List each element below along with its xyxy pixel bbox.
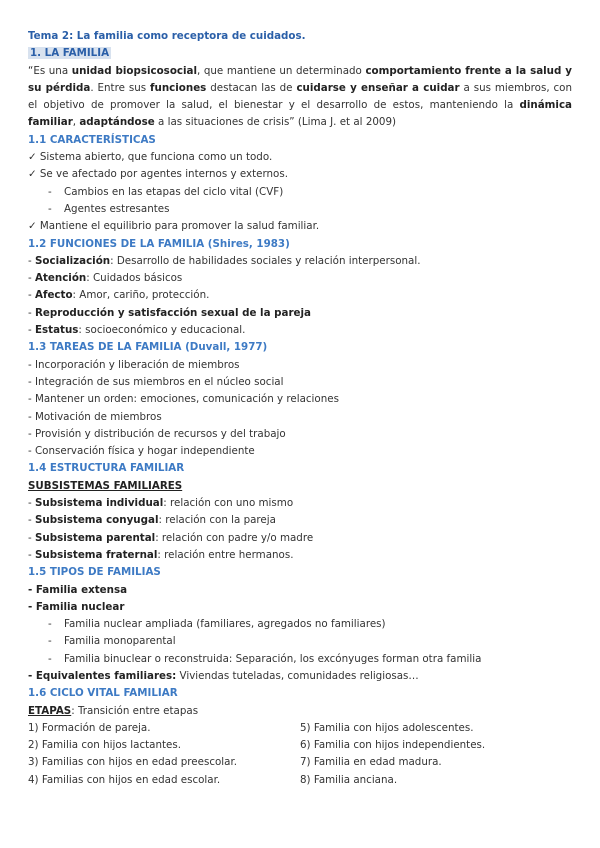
task-item: - Mantener un orden: emociones, comunicación y relaciones: [28, 393, 339, 406]
subsystems-heading: SUBSISTEMAS FAMILIARES: [28, 479, 183, 492]
stages-intro: ETAPAS: Transición entre etapas: [28, 704, 199, 717]
quote-segment: adaptándose: [79, 116, 155, 129]
definition-quote: [28, 63, 572, 132]
sub-item: - Familia nuclear ampliada (familiares, agregados no familiares): [48, 618, 386, 631]
stage-item: 3) Familias con hijos en edad preescolar.: [28, 756, 238, 769]
quote-segment: unidad biopsicosocial: [71, 64, 197, 77]
sub-item: - Cambios en las etapas del ciclo vital (CVF): [48, 185, 284, 198]
characteristic-item: ✓ Mantiene el equilibrio para promover la salud familiar.: [28, 220, 320, 233]
quote-segment: cuidarse y enseñar a cuidar: [296, 81, 460, 94]
stage-item: 4) Familias con hijos en edad escolar.: [28, 773, 221, 786]
characteristic-item: ✓ Se ve afectado por agentes internos y externos.: [28, 168, 288, 181]
stage-item: 5) Familia con hijos adolescentes.: [300, 721, 474, 734]
quote-segment: a las situaciones de crisis” (Lima J. et al 2009): [154, 116, 397, 129]
subsystems-list: [28, 495, 572, 564]
section-heading-tipos: 1.5 TIPOS DE FAMILIAS: [28, 566, 161, 579]
subsystem-item: - Subsistema parental: relación con padre y/o madre: [28, 531, 314, 544]
quote-segment: ,: [72, 116, 80, 129]
section-heading-estructura: 1.4 ESTRUCTURA FAMILIAR: [28, 462, 185, 475]
quote-segment: “Es una: [28, 64, 72, 77]
section-heading-ciclo: 1.6 CICLO VITAL FAMILIAR: [28, 687, 178, 700]
family-type-item: - Equivalentes familiares: Viviendas tuteladas, comunidades religiosas…: [28, 669, 419, 682]
stages-right-column: [300, 720, 572, 789]
task-item: - Conservación física y hogar independiente: [28, 445, 255, 458]
document-title: Tema 2: La familia como receptora de cuidados.: [28, 30, 306, 42]
subsystem-item: - Subsistema fraternal: relación entre hermanos.: [28, 548, 294, 561]
functions-list: [28, 253, 572, 339]
task-item: - Provisión y distribución de recursos y del trabajo: [28, 427, 286, 440]
section-heading-caracteristicas: 1.1 CARACTERÍSTICAS: [28, 133, 156, 146]
subsystem-item: - Subsistema individual: relación con uno mismo: [28, 497, 294, 510]
stage-item: 2) Familia con hijos lactantes.: [28, 739, 181, 752]
quote-segment: a sus miembros, con el objetivo de promover la salud, el bienestar y el desarrollo de estos, manteniendo la: [28, 81, 573, 112]
sub-item: - Familia monoparental: [48, 635, 176, 648]
task-item: - Incorporación y liberación de miembros: [28, 358, 240, 371]
section-heading-familia: 1. LA FAMILIA: [30, 47, 110, 60]
sub-item: - Agentes estresantes: [48, 202, 170, 215]
subsystem-item: - Subsistema conyugal: relación con la pareja: [28, 514, 276, 527]
stage-item: 6) Familia con hijos independientes.: [300, 739, 486, 752]
section-heading-funciones: 1.2 FUNCIONES DE LA FAMILIA (Shires, 1983): [28, 237, 290, 250]
task-item: - Motivación de miembros: [28, 410, 162, 423]
quote-segment: . Entre sus: [90, 81, 151, 94]
task-item: - Integración de sus miembros en el núcleo social: [28, 375, 284, 388]
function-item: - Estatus: socioeconómico y educacional.: [28, 324, 246, 337]
stage-item: 1) Formación de pareja.: [28, 721, 151, 734]
function-item: - Reproducción y satisfacción sexual de la pareja: [28, 306, 311, 319]
stages-columns: [28, 720, 572, 789]
quote-segment: , que mantiene un determinado: [197, 64, 366, 77]
quote-segment: destacan las de: [206, 81, 297, 94]
stage-item: 8) Familia anciana.: [300, 773, 398, 786]
family-type-item: - Familia nuclear: [28, 600, 125, 613]
section-heading-tareas: 1.3 TAREAS DE LA FAMILIA (Duvall, 1977): [28, 341, 268, 354]
characteristic-item: ✓ Sistema abierto, que funciona como un todo.: [28, 151, 273, 164]
family-type-item: - Familia extensa: [28, 583, 128, 596]
stage-item: 7) Familia en edad madura.: [300, 756, 442, 769]
quote-segment: dinámica familiar: [28, 99, 572, 129]
sub-item: - Familia binuclear o reconstruida: Separación, los excónyuges forman otra familia: [48, 652, 482, 665]
tasks-list: [28, 357, 572, 461]
function-item: - Afecto: Amor, cariño, protección.: [28, 289, 210, 302]
function-item: - Atención: Cuidados básicos: [28, 272, 183, 285]
stages-left-column: [28, 720, 300, 789]
quote-segment: funciones: [150, 81, 207, 94]
function-item: - Socialización: Desarrollo de habilidades sociales y relación interpersonal.: [28, 254, 421, 267]
quote-segment: comportamiento frente a la salud y su pérdida: [28, 64, 572, 94]
